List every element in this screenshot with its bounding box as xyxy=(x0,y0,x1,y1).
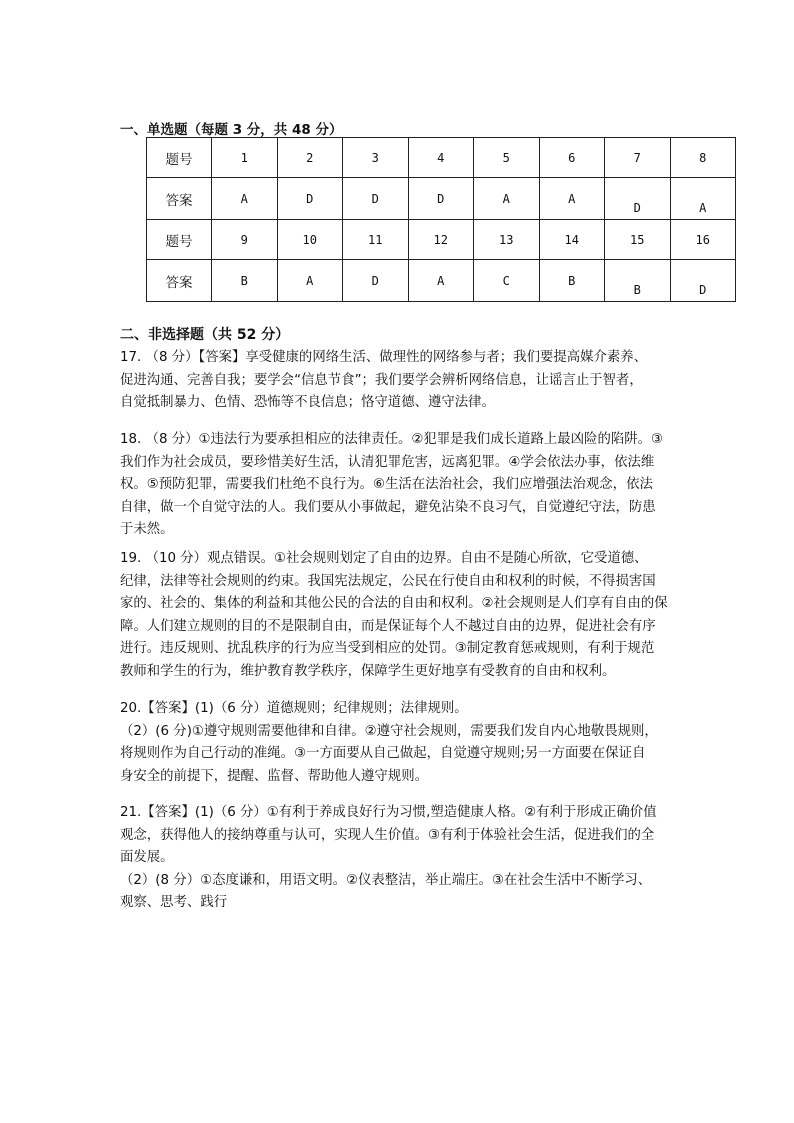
question-number: 13 xyxy=(474,220,540,260)
answer-cell: A xyxy=(474,178,540,220)
paragraph-line: 于未然。 xyxy=(120,522,174,537)
question-number: 10 xyxy=(277,220,343,260)
answer-cell: C xyxy=(474,260,540,302)
paragraph-line: 家的、社会的、集体的利益和其他公民的合法的自由和权利。②社会规则是人们享有自由的保 xyxy=(120,596,668,611)
paragraph-line: 21.【答案】(1)（6 分）①有利于养成良好行为习惯,塑造健康人格。②有利于形成正确价值 xyxy=(120,805,657,820)
question-number: 6 xyxy=(539,138,605,178)
question-number: 8 xyxy=(670,138,736,178)
paragraph-line: 自觉抵制暴力、色情、恐怖等不良信息；恪守道德、遵守法律。 xyxy=(120,395,495,410)
paragraph-line: （2）(8 分）①态度谦和，用语文明。②仪表整洁，举止端庄。③在社会生活中不断学习、 xyxy=(120,872,652,888)
answer-paragraph-17 xyxy=(120,347,684,415)
paragraph-line: 权。⑤预防犯罪，需要我们杜绝不良行为。⑥生活在法治社会，我们应增强法治观念，依法 xyxy=(120,477,653,492)
answer-table xyxy=(146,137,736,302)
answer-cell: D xyxy=(670,260,736,302)
answer-cell: A xyxy=(408,260,474,302)
paragraph-line: 身安全的前提下，提醒、监督、帮助他人遵守规则。 xyxy=(120,768,428,784)
paragraph-line: 纪律，法律等社会规则的约束。我国宪法规定，公民在行使自由和权利的时候，不得损害国 xyxy=(120,573,656,589)
table-row xyxy=(147,178,736,220)
question-number: 2 xyxy=(277,138,343,178)
question-number: 9 xyxy=(212,220,278,260)
paragraph-line: 17. （8 分）【答案】享受健康的网络生活、做理性的网络参与者；我们要提高媒介素养、 xyxy=(120,350,648,365)
section-1-title: 一、单选题（每题 3 分，共 48 分） xyxy=(120,122,343,138)
answer-cell: D xyxy=(343,178,409,220)
paragraph-line: 自律，做一个自觉守法的人。我们要从小事做起，避免沾染不良习气，自觉遵纪守法，防患 xyxy=(120,499,656,515)
answer-cell: D xyxy=(343,260,409,302)
row-header: 题号 xyxy=(147,138,212,178)
table-row xyxy=(147,138,736,178)
paragraph-line: 面发展。 xyxy=(120,850,174,865)
table-row xyxy=(147,260,736,302)
question-number: 16 xyxy=(670,220,736,260)
answer-cell: A xyxy=(670,178,736,220)
question-number: 4 xyxy=(408,138,474,178)
question-number: 11 xyxy=(343,220,409,260)
answer-cell: A xyxy=(212,178,278,220)
paragraph-line: 18. （8 分）①违法行为要承担相应的法律责任。②犯罪是我们成长道路上最凶险的陷阱。③ xyxy=(120,432,664,447)
answer-cell: B xyxy=(605,260,671,302)
answer-cell: B xyxy=(539,260,605,302)
answer-cell: D xyxy=(605,178,671,220)
row-header: 题号 xyxy=(147,220,212,260)
paragraph-line: 观念，获得他人的接纳尊重与认可，实现人生价值。③有利于体验社会生活，促进我们的全 xyxy=(120,827,655,843)
question-number: 5 xyxy=(474,138,540,178)
paragraph-line: 将规则作为自己行动的准绳。③一方面要从自己做起，自觉遵守规则;另一方面要在保证自 xyxy=(120,746,646,761)
question-number: 7 xyxy=(605,138,671,178)
row-header: 答案 xyxy=(147,178,212,220)
row-header: 答案 xyxy=(147,260,212,302)
question-number: 15 xyxy=(605,220,671,260)
answer-paragraph-18 xyxy=(120,429,684,542)
paragraph-line: 教师和学生的行为，维护教育教学秩序，保障学生更好地享有受教育的自由和权利。 xyxy=(120,663,616,679)
paragraph-line: （2）(6 分)①遵守规则需要他律和自律。②遵守社会规则，需要我们发自内心地敬畏规则， xyxy=(120,723,658,739)
question-number: 12 xyxy=(408,220,474,260)
answer-cell: D xyxy=(277,178,343,220)
answer-cell: A xyxy=(539,178,605,220)
answer-cell: B xyxy=(212,260,278,302)
paragraph-line: 障。人们建立规则的目的不是限制自由，而是保证每个人不越过自由的边界，促进社会有序 xyxy=(120,618,656,634)
table-row xyxy=(147,220,736,260)
question-number: 3 xyxy=(343,138,409,178)
answer-paragraph-21 xyxy=(120,802,684,915)
paragraph-line: 我们作为社会成员，要珍惜美好生活，认清犯罪危害，远离犯罪。④学会依法办事，依法维 xyxy=(120,454,655,470)
answer-cell: A xyxy=(277,260,343,302)
paragraph-line: 观察、思考、践行 xyxy=(120,895,228,910)
question-number: 14 xyxy=(539,220,605,260)
paragraph-line: 20.【答案】(1)（6 分）道德规则；纪律规则；法律规则。 xyxy=(120,701,468,716)
paragraph-line: 进行。违反规则、扰乱秩序的行为应当受到相应的处罚。③制定教育惩戒规则，有利于规范 xyxy=(120,641,655,656)
answer-paragraph-20 xyxy=(120,698,684,788)
answer-paragraph-19 xyxy=(120,548,684,683)
answer-cell: D xyxy=(408,178,474,220)
paragraph-line: 19. （10 分）观点错误。①社会规则划定了自由的边界。自由不是随心所欲，它受道德、 xyxy=(120,551,648,566)
paragraph-line: 促进沟通、完善自我；要学会“信息节食”；我们要学会辨析网络信息，让谣言止于智者， xyxy=(120,372,643,388)
question-number: 1 xyxy=(212,138,278,178)
section-2-title: 二、非选择题（共 52 分） xyxy=(120,327,290,343)
